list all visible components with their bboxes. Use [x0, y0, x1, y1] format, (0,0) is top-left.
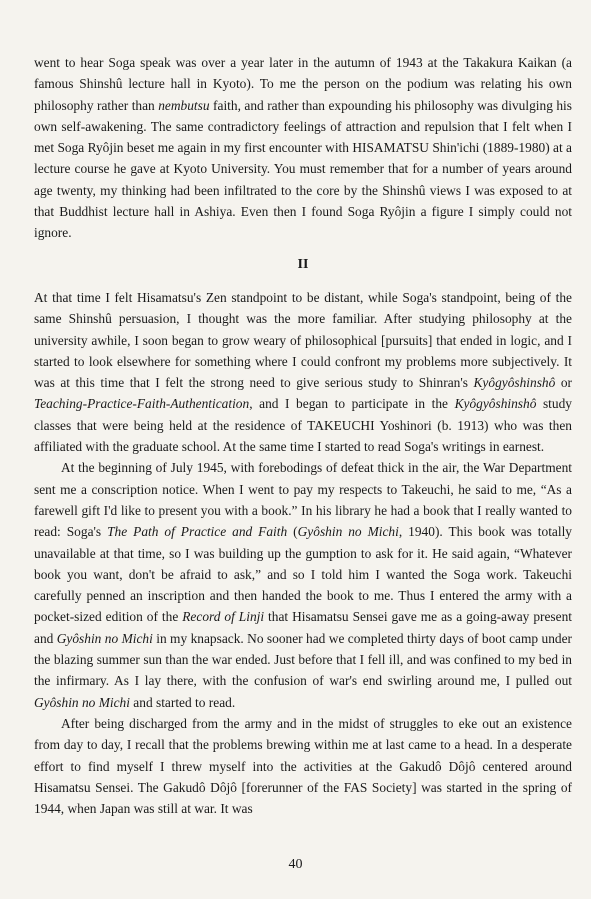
paragraph-1: went to hear Soga speak was over a year later in the autumn of 1943 at the Takakura Kaikan (a famous Shinshû lecture hall in Kyoto). To me the person on the podium was relating his own philosophy rather than nembutsu faith, and rather than expounding his philosophy was divulging his own self-awakening. The same contradictory feelings of attraction and repulsion that I felt when I met Soga Ryôjin beset me again in my first encounter with HISAMATSU Shin'ichi (1889-1980) at a lecture course he gave at Kyoto University. You must remember that for a number of years around age twenty, my thinking had been infiltrated to the core by the Shinshû views I was exposed to at that Buddhist lecture hall in Ashiya. Even then I found Soga Ryôjin a figure I simply could not ignore.: [34, 55, 572, 241]
paragraph-4: After being discharged from the army and in the midst of struggles to eke out an existence from day to day, I recall that the problems brewing within me at last came to a head. In a desperate effort to find myself I threw myself into the activities at the Gakudô Dôjô centered around Hisamatsu Sensei. The Gakudô Dôjô [forerunner of the FAS Society] was started in the spring of 1944, when Japan was still at war. It was: [34, 715, 572, 817]
page-number: 40: [288, 857, 303, 872]
paragraph-3: At the beginning of July 1945, with forebodings of defeat thick in the air, the War Department sent me a conscription notice. When I went to pay my respects to Takeuchi, he said to me, “As a farewell gift I'd like to present you with a book.” In his library he had a book that I really wanted to read: Soga's The Path of Practice and Faith (Gyôshin no Michi, 1940). This book was totally unavailable at that time, so I was building up the gumption to ask for it. He said again, “Whatever book you want, don't be afraid to ask,” and so I told him I wanted the Soga work. Takeuchi carefully penned an inscription and then handed the book to me. Thus I entered the army with a pocket-sized edition of the Record of Linji that Hisamatsu Sensei gave me as a going-away present and Gyôshin no Michi in my knapsack. No sooner had we completed thirty days of boot camp under the blazing summer sun than the war ended. Just before that I fell ill, and was confined to my bed in the infirmary. As I lay there, with the confusion of war's end swirling around me, I pulled out Gyôshin no Michi and started to read.: [34, 460, 573, 710]
paragraph-2: At that time I felt Hisamatsu's Zen standpoint to be distant, while Soga's standpoint, being of the same Shinshû persuasion, I thought was the more familiar. After studying philosophy at the university awhile, I soon began to grow weary of philosophical [pursuits] that ended in logic, and I started to look elsewhere for something where I could confront my problems more subjectively. It was at this time that I felt the strong need to give serious study to Shinran's Kyôgyôshinshô or Teaching-Practice-Faith-Authentication, and I began to participate in the Kyôgyôshinshô study classes that were being held at the residence of TAKEUCHI Yoshinori (b. 1913) who was then affiliated with the graduate school. At the same time I started to read Soga's writings in earnest.: [34, 289, 572, 455]
page-body: [34, 52, 572, 819]
section-heading: II: [297, 256, 309, 272]
